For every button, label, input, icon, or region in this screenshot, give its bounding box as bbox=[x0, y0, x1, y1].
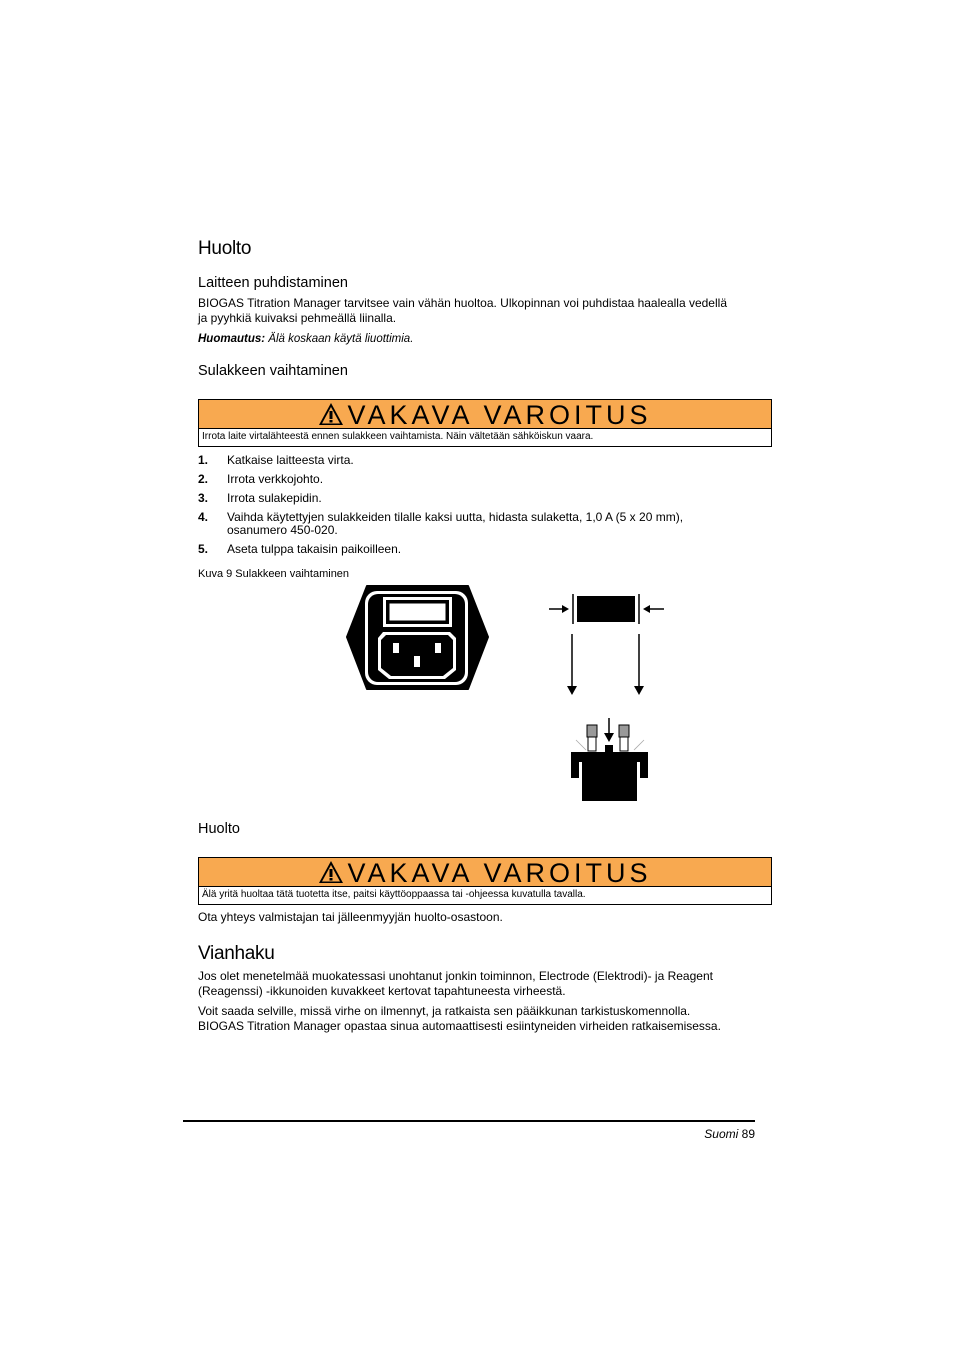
figure-caption: Kuva 9 Sulakkeen vaihtaminen bbox=[198, 568, 350, 580]
troubleshooting-p2-line1: Voit saada selville, missä virhe on ilmennyt, ja ratkaista sen pääikkunan tarkistuskomennolla. bbox=[198, 1004, 691, 1018]
footer-rule bbox=[183, 1120, 755, 1122]
warning-text: Irrota laite virtalähteestä ennen sulakkeen vaihtamista. Näin vältetään sähköiskun vaara. bbox=[202, 431, 594, 442]
footer-page-label bbox=[704, 1127, 755, 1141]
cleaning-note bbox=[198, 332, 413, 347]
service-warning-box bbox=[198, 857, 772, 905]
warning-triangle-icon bbox=[318, 860, 344, 884]
troubleshooting-p1-line1: Jos olet menetelmää muokatessasi unohtanut jonkin toiminnon, Electrode (Elektrodi)- ja Reagent bbox=[198, 969, 713, 983]
service-contact-text: Ota yhteys valmistajan tai jälleenmyyjän huolto-osastoon. bbox=[198, 910, 503, 924]
troubleshooting-p1-line2: (Reagenssi) -ikkunoiden kuvakkeet kertovat tapahtuneesta virheestä. bbox=[198, 984, 566, 998]
fuse-warning-box bbox=[198, 399, 772, 447]
note-text: Älä koskaan käytä liuottimia. bbox=[265, 333, 414, 345]
warning-text: Älä yritä huoltaa tätä tuotetta itse, paitsi käyttöoppaassa tai -ohjeessa kuvatulla tavalla. bbox=[202, 889, 586, 900]
fuse-icon bbox=[577, 596, 635, 622]
warning-triangle-icon bbox=[318, 402, 344, 426]
section-title: Huolto bbox=[198, 238, 252, 259]
footer-language: Suomi bbox=[704, 1127, 739, 1141]
warning-header bbox=[199, 400, 771, 429]
cleaning-body-line1: BIOGAS Titration Manager tarvitsee vain vähän huoltoa. Ulkopinnan voi puhdistaa haalealla vedellä bbox=[198, 296, 727, 310]
cleaning-heading: Laitteen puhdistaminen bbox=[198, 275, 348, 291]
fuse-heading: Sulakkeen vaihtaminen bbox=[198, 363, 348, 379]
troubleshooting-p2-line2: BIOGAS Titration Manager opastaa sinua automaattisesti esiintyneiden virheiden ratkaisemisessa. bbox=[198, 1019, 721, 1033]
service-heading: Huolto bbox=[198, 821, 240, 837]
power-inlet-illustration bbox=[345, 585, 490, 690]
footer-page-number: 89 bbox=[741, 1127, 755, 1141]
cleaning-body-line2: ja pyyhkiä kuivaksi pehmeällä liinalla. bbox=[198, 311, 397, 325]
fuse-replacement-illustration bbox=[540, 590, 670, 805]
note-label: Huomautus: bbox=[198, 333, 266, 345]
warning-title: VAKAVA VAROITUS bbox=[347, 399, 652, 430]
warning-title: VAKAVA VAROITUS bbox=[347, 857, 652, 888]
troubleshooting-title: Vianhaku bbox=[198, 943, 275, 964]
warning-header bbox=[199, 858, 771, 887]
